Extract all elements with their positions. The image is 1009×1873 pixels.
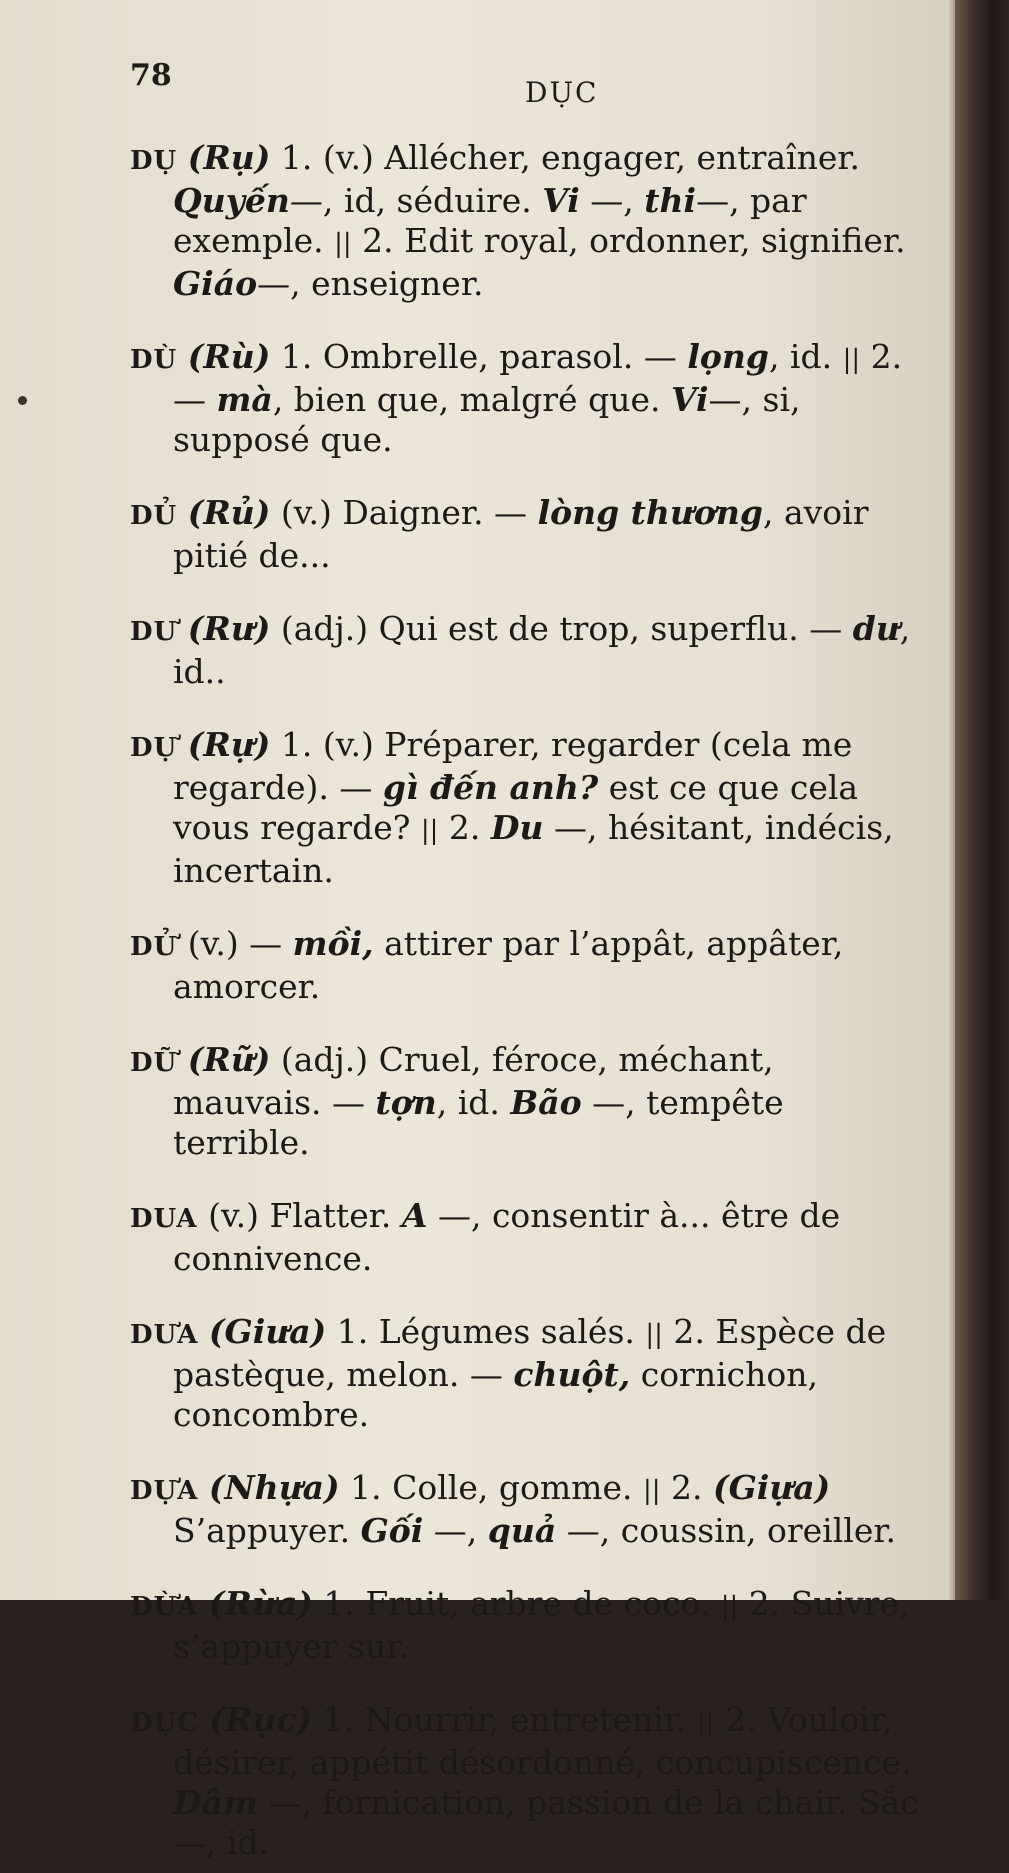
headword: DỤ (130, 146, 178, 176)
vietnamese-term: Gối (360, 1511, 424, 1550)
headword: DUA (130, 1204, 198, 1234)
definition-text: —, consentir à... être de connivence. (173, 1196, 841, 1278)
definition-text: , avoir pitié de... (173, 493, 869, 575)
variant: (Rù) (187, 337, 271, 376)
definition-text: 2. (660, 1468, 713, 1507)
entry-list (130, 138, 930, 1873)
variant: (Rụ) (187, 138, 271, 177)
definition-text: (v.) — (177, 924, 293, 963)
vietnamese-term: tợn (375, 1083, 437, 1122)
vietnamese-term: Giáo (173, 264, 258, 303)
definition-text: , id. (768, 337, 843, 376)
headword: DƯA (130, 1320, 199, 1350)
entry-du-5 (130, 725, 930, 891)
variant: (Rủ) (187, 493, 271, 532)
sense-separator: || (420, 816, 439, 846)
vietnamese-term: A (401, 1196, 428, 1235)
sense-separator: || (645, 1320, 663, 1350)
sense-separator: || (696, 1708, 715, 1738)
entry-du-7 (130, 1040, 930, 1163)
definition-text: (v.) Daigner. — (270, 493, 538, 532)
vietnamese-term: Dâm (173, 1783, 258, 1822)
vietnamese-term: Vi (670, 380, 709, 419)
vietnamese-term: Vi (542, 181, 580, 220)
definition-text: —, par exemple. (173, 181, 807, 260)
vietnamese-term: mà (216, 380, 273, 419)
definition-text: cornichon, concombre. (173, 1355, 818, 1434)
variant: (Giưa) (208, 1312, 327, 1351)
vietnamese-term: Bão (510, 1083, 582, 1122)
headword: DỤC (130, 1708, 199, 1738)
definition-text: 1. Légumes salés. (326, 1312, 646, 1351)
definition-text: —, hésitant, indécis, incertain. (173, 808, 894, 890)
vietnamese-term: mồi, (292, 924, 374, 963)
page-number: 78 (130, 58, 172, 93)
headword: DỰA (130, 1476, 199, 1506)
variant: (Nhựa) (208, 1468, 340, 1507)
definition-text: —, enseigner. (257, 264, 484, 303)
entry-du-4 (130, 609, 930, 692)
sense-separator: || (720, 1592, 739, 1622)
sense-separator: || (642, 1476, 661, 1506)
page-speck (18, 396, 27, 405)
definition-text: 1. Ombrelle, parasol. — (270, 337, 688, 376)
entry-dua-4 (130, 1584, 930, 1667)
definition-text: Sắc—, id. (173, 1783, 919, 1862)
headword: DỮ (130, 1048, 178, 1078)
headword: DỦ (130, 501, 178, 531)
definition-text: est ce que cela vous regarde? (173, 768, 859, 847)
variant: (Rục) (209, 1700, 313, 1739)
variant: (Rừa) (208, 1584, 313, 1623)
entry-du-1 (130, 138, 930, 304)
headword: DỬ (130, 932, 178, 962)
vietnamese-term: lọng (687, 337, 769, 376)
vietnamese-term: chuột, (513, 1355, 631, 1394)
entry-du-3 (130, 493, 930, 576)
definition-text: 1. (v.) Allécher, engager, entraîner. (270, 138, 861, 177)
definition-text: —, tempête terrible. (173, 1083, 784, 1162)
definition-text: 1. Colle, gomme. (339, 1468, 643, 1507)
definition-text: 1. Fruit, arbre de coco. (312, 1584, 721, 1623)
headword: DỪA (130, 1592, 199, 1622)
definition-text: —, fornication, passion de la chair. (257, 1783, 858, 1822)
definition-text: —, id, séduire. (289, 181, 543, 220)
definition-text: 2. Edit royal, ordonner, signifier. (351, 221, 906, 260)
entry-dua-3 (130, 1468, 930, 1551)
vietnamese-term: quả (487, 1511, 557, 1550)
headword: DÙ (130, 345, 178, 375)
vietnamese-term: dư (852, 609, 900, 648)
definition-text: —, si, supposé que. (173, 380, 801, 459)
definition-text: 2. Espèce de pastèque, melon. — (173, 1312, 887, 1394)
entry-dua-2 (130, 1312, 930, 1435)
variant: (Rữ) (187, 1040, 271, 1079)
definition-text: —, coussin, oreiller. (556, 1511, 896, 1550)
vietnamese-term: gì đến anh? (382, 768, 599, 807)
definition-text: , id.. (173, 609, 911, 691)
definition-text: —, (579, 181, 645, 220)
definition-text: 2. Suivre, s’appuyer sur. (173, 1584, 910, 1666)
definition-text: , bien que, malgré que. (272, 380, 671, 419)
book-spine (955, 0, 1009, 1600)
running-head: DỤC (525, 76, 599, 109)
definition-text: 1. (v.) Préparer, regarder (cela me regarde). — (173, 725, 853, 807)
definition-text: S’appuyer. (173, 1511, 361, 1550)
vietnamese-term: thi (644, 181, 697, 220)
definition-text: (adj.) Qui est de trop, superflu. — (270, 609, 853, 648)
definition-text: 1. Nourrir, entretenir. (312, 1700, 697, 1739)
definition-text: , id. (436, 1083, 511, 1122)
variant: (Rư) (187, 609, 271, 648)
headword: DỰ (130, 733, 178, 763)
definition-text: attirer par l’appât, appâter, amorcer. (173, 924, 844, 1006)
definition-text: (v.) Flatter. (197, 1196, 402, 1235)
entry-dua (130, 1196, 930, 1279)
definition-text: 2. Vouloir, désirer, appétit désordonné, concupiscence. (173, 1700, 912, 1782)
vietnamese-term: Quyến (173, 181, 290, 220)
entry-du-6 (130, 924, 930, 1007)
definition-text: 2. — (173, 337, 903, 419)
vietnamese-term: lòng thương (537, 493, 763, 532)
definition-text: 2. (438, 808, 491, 847)
definition-text: —, (423, 1511, 488, 1550)
headword: DƯ (130, 617, 178, 647)
variant: (Rự) (187, 725, 271, 764)
sense-separator: || (842, 345, 861, 375)
entry-duc (130, 1700, 930, 1863)
variant: (Giựa) (712, 1468, 831, 1507)
entry-du-2 (130, 337, 930, 460)
definition-text: (adj.) Cruel, féroce, méchant, mauvais. — (173, 1040, 774, 1122)
sense-separator: || (334, 229, 352, 259)
vietnamese-term: Du (490, 808, 544, 847)
